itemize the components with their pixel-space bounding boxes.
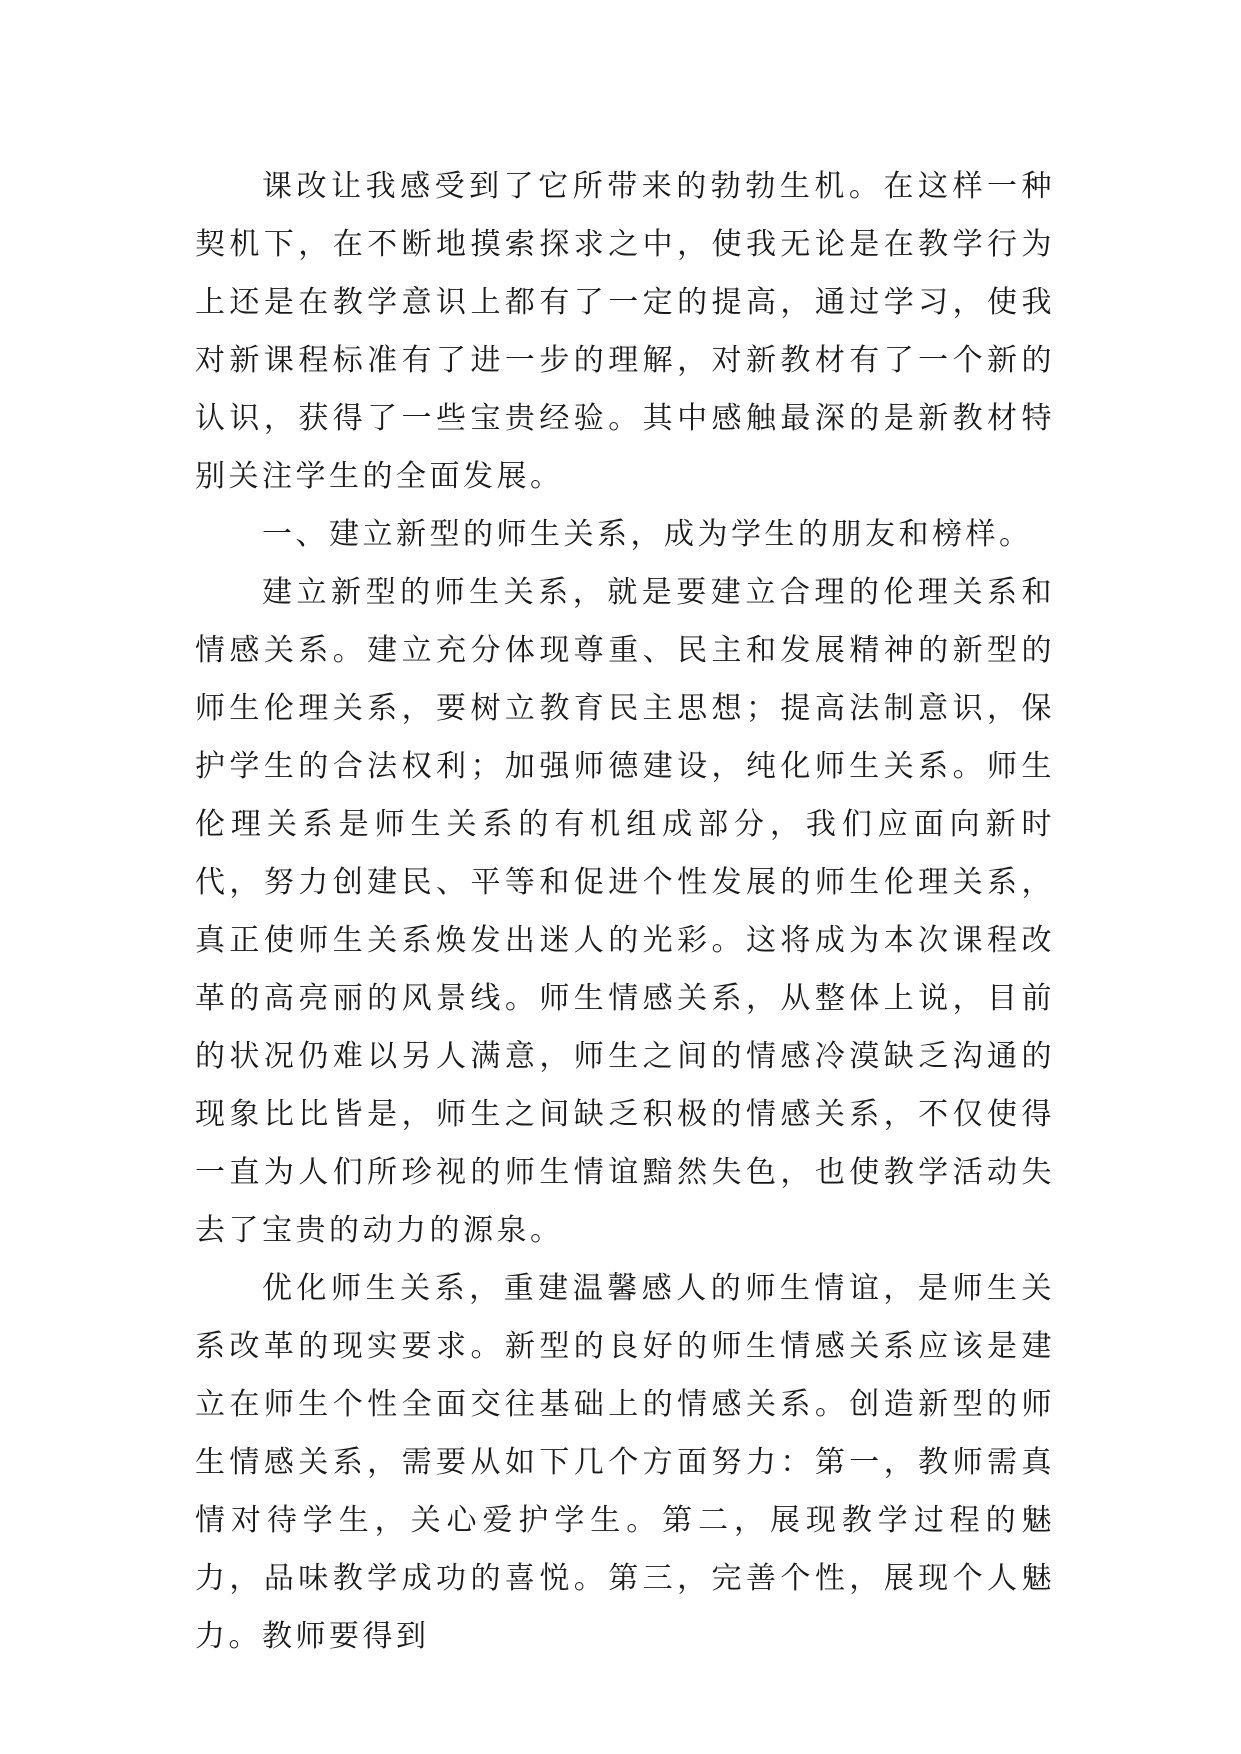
section-heading-teacher-student-relationship: 一、建立新型的师生关系，成为学生的朋友和榜样。	[262, 517, 1033, 552]
paragraph-intro: 课改让我感受到了它所带来的勃勃生机。在这样一种契机下，在不断地摸索探求之中，使我无论是在教学行为上还是在教学意识上都有了一定的提高，通过学习，使我对新课程标准有了进一步的理解，对新教材有了一个新的认识，获得了一些宝贵经验。其中感触最深的是新教材特别关注学生的全面发展。	[195, 169, 1055, 494]
paragraph-ethical-emotional-relationship: 建立新型的师生关系，就是要建立合理的伦理关系和情感关系。建立充分体现尊重、民主和发展精神的新型的师生伦理关系，要树立教育民主思想；提高法制意识，保护学生的合法权利；加强师德建设，纯化师生关系。师生伦理关系是师生关系的有机组成部分，我们应面向新时代，努力创建民、平等和促进个性发展的师生伦理关系，真正使师生关系焕发出迷人的光彩。这将成为本次课程改革的高亮丽的风景线。师生情感关系，从整体上说，目前的状况仍难以另人满意，师生之间的情感冷漠缺乏沟通的现象比比皆是，师生之间缺乏积极的情感关系，不仅使得一直为人们所珍视的师生情谊黯然失色，也使教学活动失去了宝贵的动力的源泉。	[195, 575, 1055, 1248]
document-body	[195, 158, 1055, 1666]
paragraph-optimize-relationship: 优化师生关系，重建温馨感人的师生情谊，是师生关系改革的现实要求。新型的良好的师生情感关系应该是建立在师生个性全面交往基础上的情感关系。创造新型的师生情感关系，需要从如下几个方面努力：第一，教师需真情对待学生，关心爱护学生。第二，展现教学过程的魅力，品味教学成功的喜悦。第三，完善个性，展现个人魅力。教师要得到	[195, 1271, 1055, 1654]
